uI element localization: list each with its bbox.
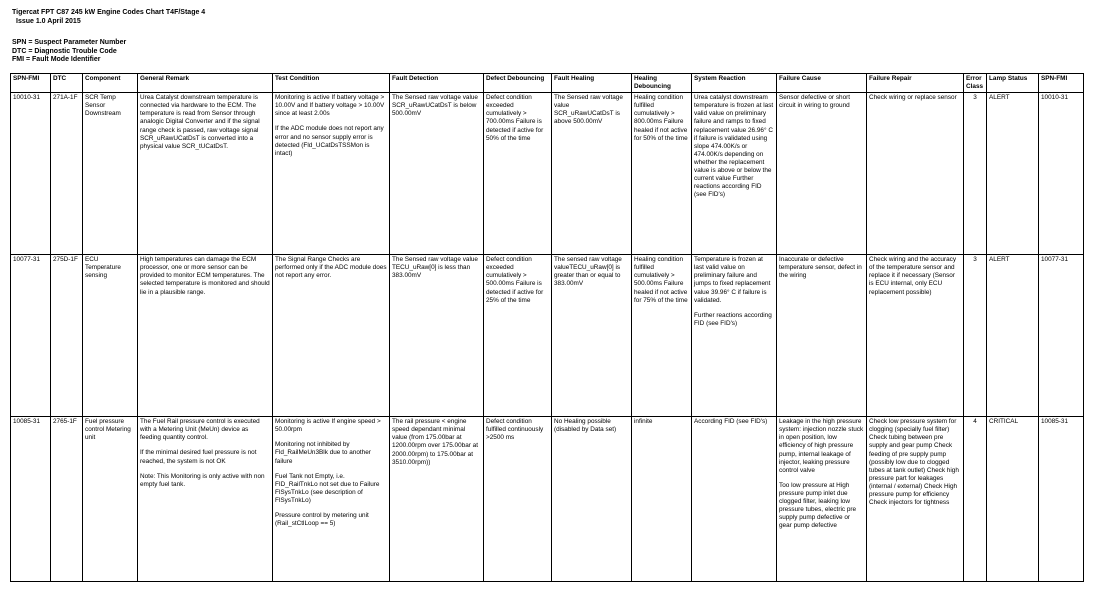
defect-debouncing-cell xyxy=(484,255,552,417)
general-remark-cell xyxy=(138,93,273,255)
lamp-status-cell: ALERT xyxy=(987,93,1039,255)
cell-paragraph: Monitoring is active If engine speed > 50.00rpm xyxy=(275,418,381,434)
cell-paragraph: Healing condition fulfilled cumulatively > 800.00ms Failure healed if not active for 50% of the time xyxy=(634,94,688,142)
fault-healing-cell xyxy=(552,93,632,255)
defect-debouncing-cell xyxy=(484,417,552,582)
fault-healing-cell xyxy=(552,417,632,582)
column-header: General Remark xyxy=(138,74,273,93)
cell-paragraph: Urea catalyst downstream temperature is frozen at last valid value on preliminary failure and ramps to fixed replacement value 26.96° C if failure is validated using slope 474.00K/s or 474.00K/s depending on whether the replacement value is above or below the current value Further reactions according FID (see FID's) xyxy=(694,94,774,199)
spn-fmi-end-cell: 10077-31 xyxy=(1039,255,1084,417)
lamp-status-cell: CRITICAL xyxy=(987,417,1039,582)
cell-paragraph: Temperature is frozen at last valid value on preliminary failure and jumps to fixed replacement value 39.96° C if failure is validated. xyxy=(694,256,771,304)
dtc-cell: 275D-1F xyxy=(51,255,83,417)
system-reaction-cell xyxy=(692,93,777,255)
spn-fmi-end-cell: 10010-31 xyxy=(1039,93,1084,255)
column-header: DTC xyxy=(51,74,83,93)
failure-repair-cell xyxy=(867,255,964,417)
column-header: Failure Repair xyxy=(867,74,964,93)
cell-paragraph: The Sensed raw voltage value SCR_uRawUCatDsT is above 500.00mV xyxy=(554,94,623,126)
test-condition-cell xyxy=(273,93,390,255)
cell-paragraph: If the minimal desired fuel pressure is not reached, the system is not OK xyxy=(140,449,257,465)
table-row xyxy=(11,255,1084,417)
failure-cause-cell xyxy=(777,93,867,255)
cell-paragraph: infinite xyxy=(634,418,653,426)
lamp-status-cell: ALERT xyxy=(987,255,1039,417)
legend-line: DTC = Diagnostic Trouble Code xyxy=(12,47,117,55)
cell-paragraph: The Signal Range Checks are performed only if the ADC module does not report any error. xyxy=(275,256,387,280)
spn-fmi-end-cell: 10085-31 xyxy=(1039,417,1084,582)
cell-paragraph: The rail pressure < engine speed dependant minimal value (from 175.00bar at 1200.00rpm over 175.00bar at 2000.00rpm) to 175.00bar at 3510.00rpm)) xyxy=(392,418,478,466)
error-class-cell: 3 xyxy=(964,255,987,417)
general-remark-cell xyxy=(138,417,273,582)
fault-detection-cell xyxy=(390,255,484,417)
table-header-row xyxy=(11,74,1084,93)
component-cell: ECU Temperature sensing xyxy=(83,255,138,417)
column-header: System Reaction xyxy=(692,74,777,93)
table-row xyxy=(11,93,1084,255)
column-header: Healing Debouncing xyxy=(632,74,692,93)
test-condition-cell xyxy=(273,417,390,582)
cell-paragraph: According FID (see FID's) xyxy=(694,418,768,426)
document-issue: Issue 1.0 April 2015 xyxy=(16,18,81,25)
cell-paragraph: Leakage in the high pressure system: injection nozzle stuck in open position, low efficiency of high pressure pump, internal leakage of injector, leaking pressure control valve xyxy=(779,418,864,474)
column-header: Fault Detection xyxy=(390,74,484,93)
cell-paragraph: Monitoring is active If battery voltage > 10.00V and If battery voltage > 10.00V since at least 2.00s xyxy=(275,94,385,118)
abbreviation-legend xyxy=(12,39,126,65)
column-header: Defect Debouncing xyxy=(484,74,552,93)
cell-paragraph: Sensor defective or short circuit in wiring to ground xyxy=(779,94,851,110)
fault-healing-cell xyxy=(552,255,632,417)
cell-paragraph: The Fuel Rail pressure control is executed with a Metering Unit (MeUn) device as feeding quantity control. xyxy=(140,418,260,442)
test-condition-cell xyxy=(273,255,390,417)
cell-paragraph: Check wiring and the accuracy of the temperature sensor and replace it if necessary (Sensor is ECU internal, only ECU replacement possible) xyxy=(869,256,957,296)
spn-fmi-cell: 10010-31 xyxy=(11,93,51,255)
system-reaction-cell xyxy=(692,417,777,582)
column-header: Lamp Status xyxy=(987,74,1039,93)
cell-paragraph: Defect condition exceeded cumulatively > 500.00ms Failure is detected if active for 25% of the time xyxy=(486,256,544,304)
cell-paragraph: Urea Catalyst downstream temperature is connected via hardware to the ECM. The temperature is read from Sensor through analogic Digital Converter and if the signal range check is passed, raw voltage signal SCR_uRawUCatDsT is converted into a physical value SCR_tUCatDsT. xyxy=(140,94,260,150)
cell-paragraph: Defect condition fulfilled continuously >2500 ms xyxy=(486,418,544,442)
general-remark-cell xyxy=(138,255,273,417)
table-row xyxy=(11,417,1084,582)
failure-repair-cell xyxy=(867,93,964,255)
legend-line: SPN = Suspect Parameter Number xyxy=(12,39,127,46)
system-reaction-cell xyxy=(692,255,777,417)
failure-cause-cell xyxy=(777,417,867,582)
dtc-cell: 271A-1F xyxy=(51,93,83,255)
cell-paragraph: Check wiring or replace sensor xyxy=(869,94,957,102)
column-header: Failure Cause xyxy=(777,74,867,93)
column-header: Fault Healing xyxy=(552,74,632,93)
cell-paragraph: Inaccurate or defective temperature sensor, defect in the wiring xyxy=(779,256,862,280)
fault-detection-cell xyxy=(390,417,484,582)
component-cell: SCR Temp Sensor Downstream xyxy=(83,93,138,255)
dtc-cell: 2765-1F xyxy=(51,417,83,582)
cell-paragraph: Too low pressure at High pressure pump inlet due clogged filter, leaking low pressure tubes, electric pre supply pump defective or gear pump defective xyxy=(779,481,857,530)
cell-paragraph: The sensed raw voltage valueTECU_uRaw[0] is greater than or equal to 383.00mV xyxy=(554,256,622,288)
cell-paragraph: No Healing possible (disabled by Data set) xyxy=(554,418,617,434)
cell-paragraph: The Sensed raw voltage value TECU_uRaw[0] is less than 383.00mV xyxy=(392,256,478,280)
cell-paragraph: If the ADC module does not report any error and no sensor supply error is detected (Fld_UCatDsTSSMon is intact) xyxy=(275,125,384,157)
fault-detection-cell xyxy=(390,93,484,255)
failure-cause-cell xyxy=(777,255,867,417)
cell-paragraph: Healing condition fulfilled cumulatively > 500.00ms Failure healed if not active for 75% of the time xyxy=(634,256,688,304)
cell-paragraph: Monitoring not inhibited by Fld_RailMeUn3Blk due to another failure xyxy=(275,441,371,465)
cell-paragraph: High temperatures can damage the ECM processor, one or more sensor can be provided to monitor ECM temperatures. The selected temperature is monitored and should lie in a plausible range. xyxy=(140,256,270,296)
component-cell: Fuel pressure control Metering unit xyxy=(83,417,138,582)
column-header: SPN-FMI xyxy=(1039,74,1084,93)
column-header: Component xyxy=(83,74,138,93)
engine-codes-table xyxy=(10,73,1084,582)
healing-debouncing-cell xyxy=(632,93,692,255)
error-class-cell: 3 xyxy=(964,93,987,255)
failure-repair-cell xyxy=(867,417,964,582)
column-header: SPN-FMI xyxy=(11,74,51,93)
cell-paragraph: Fuel Tank not Empty, i.e. FID_RailTnkLo not set due to Failure FlSysTnkLo (see description of FlSysTnkLo) xyxy=(275,472,380,504)
error-class-cell: 4 xyxy=(964,417,987,582)
defect-debouncing-cell xyxy=(484,93,552,255)
column-header: Error Class xyxy=(964,74,987,93)
cell-paragraph: Pressure control by metering unit (Rail_stCtlLoop == 5) xyxy=(275,512,369,528)
document-title: Tigercat FPT C87 245 kW Engine Codes Chart T4F/Stage 4 xyxy=(12,9,206,16)
healing-debouncing-cell xyxy=(632,417,692,582)
cell-paragraph: Further reactions according FID (see FID's) xyxy=(694,311,772,327)
cell-paragraph: Note: This Monitoring is only active with non empty fuel tank. xyxy=(140,472,265,488)
healing-debouncing-cell xyxy=(632,255,692,417)
cell-paragraph: Check low pressure system for clogging (specially fuel filter) Check tubing between pre supply and gear pump Check feeding of pre supply pump (possibly low due to clogged tubes at tank outlet) Check high pressure part for leakages (internal / external) Check High pressure pump for efficiency Check injectors for tightness xyxy=(869,418,959,507)
legend-line: FMI = Fault Mode Identifier xyxy=(12,56,101,63)
cell-paragraph: The Sensed raw voltage value SCR_uRawUCatDsT is below 500.00mV xyxy=(392,94,478,118)
spn-fmi-cell: 10085-31 xyxy=(11,417,51,582)
cell-paragraph: Defect condition exceeded cumulatively > 700.00ms Failure is detected if active for 50% of the time xyxy=(486,94,544,142)
column-header: Test Condition xyxy=(273,74,390,93)
document-header xyxy=(12,8,205,26)
spn-fmi-cell: 10077-31 xyxy=(11,255,51,417)
